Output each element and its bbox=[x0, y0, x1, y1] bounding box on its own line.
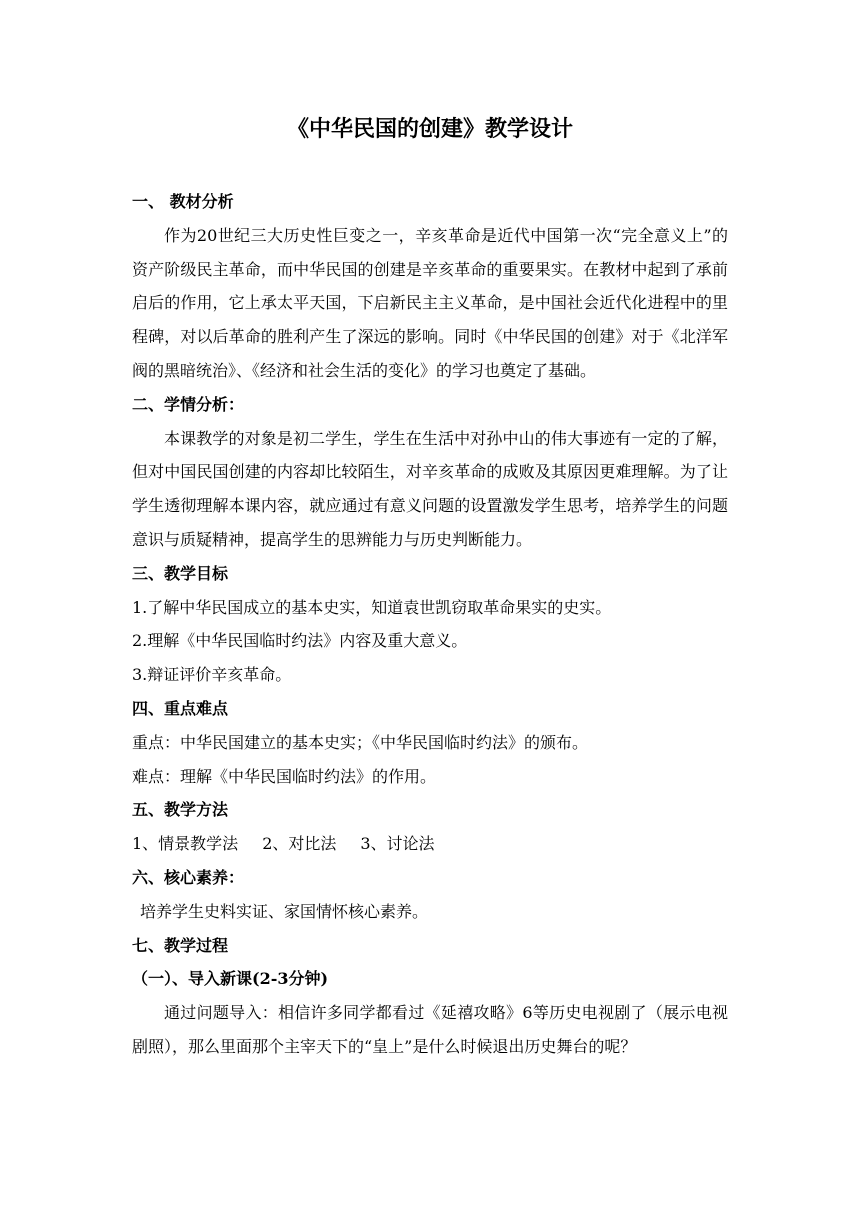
section-heading-student-analysis: 二、学情分析： bbox=[132, 394, 245, 414]
teaching-method-item: 1、情景教学法 bbox=[132, 834, 239, 854]
core-literacy-text: 培养学生史料实证、家国情怀核心素养。 bbox=[140, 901, 429, 921]
section-heading-teaching-methods: 五、教学方法 bbox=[132, 800, 229, 820]
student-analysis-paragraph: 本课教学的对象是初二学生，学生在生活中对孙中山的伟大事迹有一定的了解，但对中国民国创建的内容却比较陌生，对辛亥革命的成败及其原因更难理解。为了让学生透彻理解本课内容，就应通过有意义问题的设置激发学生思考，培养学生的问题意识与质疑精神，提高学生的思辨能力与历史判断能力。 bbox=[132, 428, 728, 549]
teaching-goal-item: 1.了解中华民国成立的基本史实，知道袁世凯窃取革命果实的史实。 bbox=[132, 597, 612, 617]
teaching-goal-item: 2.理解《中华民国临时约法》内容及重大意义。 bbox=[132, 631, 468, 651]
key-point-text: 重点：中华民国建立的基本史实；《中华民国临时约法》的颁布。 bbox=[132, 732, 589, 752]
section-heading-textbook-analysis: 一、 教材分析 bbox=[132, 192, 234, 211]
textbook-analysis-paragraph: 作为20世纪三大历史性巨变之一，辛亥革命是近代中国第一次“完全意义上”的资产阶级民主革命，而中华民国的创建是辛亥革命的重要果实。在教材中起到了承前启后的作用，它上承太平天国，下启新民主主义革命，是中国社会近代化进程中的里程碑，对以后革命的胜利产生了深远的影响。同时《中华民国的创建》对于《北洋军阀的黑暗统治》、《经济和社会生活的变化》的学习也奠定了基础。 bbox=[132, 225, 728, 380]
teaching-method-item: 2、对比法 bbox=[262, 834, 337, 854]
section-heading-key-points: 四、重点难点 bbox=[132, 698, 229, 718]
section-heading-teaching-goals: 三、教学目标 bbox=[132, 563, 229, 583]
document-title: 《中华民国的创建》教学设计 bbox=[286, 116, 573, 142]
document-body bbox=[132, 185, 728, 1064]
section-heading-core-literacy: 六、核心素养： bbox=[132, 867, 245, 887]
introduction-paragraph: 通过问题导入：相信许多同学都看过《延禧攻略》6等历史电视剧了（展示电视剧照），那么里面那个主宰天下的“皇上”是什么时候退出历史舞台的呢？ bbox=[132, 1003, 728, 1056]
difficulty-text: 难点：理解《中华民国临时约法》的作用。 bbox=[132, 766, 437, 786]
teaching-goal-item: 3.辩证评价辛亥革命。 bbox=[132, 665, 292, 685]
teaching-method-item: 3、讨论法 bbox=[360, 834, 435, 854]
teaching-methods-line bbox=[132, 827, 728, 861]
subsection-heading-introduction: （一）、导入新课(2-3分钟) bbox=[132, 969, 329, 989]
section-heading-teaching-process: 七、教学过程 bbox=[132, 935, 229, 955]
